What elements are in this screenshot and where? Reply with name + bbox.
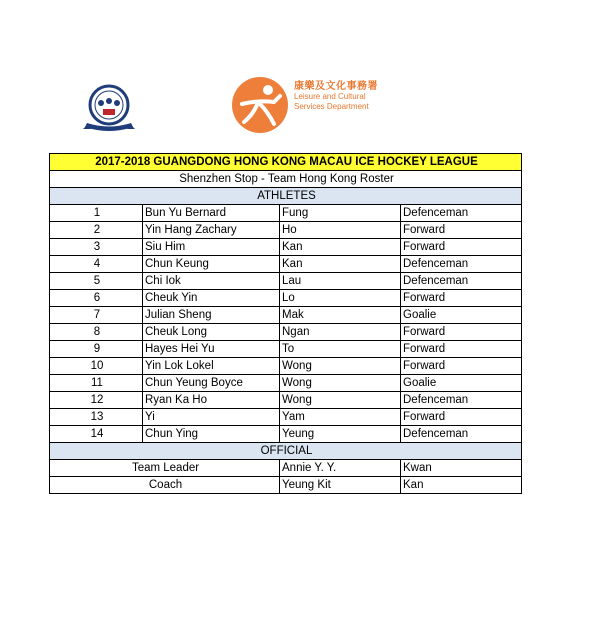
athlete-position: Goalie [401,375,522,392]
athlete-first-name: Chi Iok [143,273,280,290]
athlete-last-name: Wong [280,358,401,375]
table-row [50,324,522,341]
athlete-position: Forward [401,409,522,426]
table-row [50,409,522,426]
athlete-first-name: Chun Ying [143,426,280,443]
athlete-number: 13 [50,409,143,426]
table-row [50,460,522,477]
official-heading: OFFICIAL [50,443,522,460]
athlete-number: 10 [50,358,143,375]
department-name-cn: 康樂及文化事務署 [294,81,378,92]
athlete-first-name: Chun Yeung Boyce [143,375,280,392]
athlete-number: 9 [50,341,143,358]
roster-subtitle: Shenzhen Stop - Team Hong Kong Roster [50,171,522,188]
athlete-last-name: Yam [280,409,401,426]
athlete-number: 4 [50,256,143,273]
table-row [50,239,522,256]
athlete-first-name: Yin Lok Lokel [143,358,280,375]
athlete-number: 1 [50,205,143,222]
athlete-first-name: Chun Keung [143,256,280,273]
table-row [50,358,522,375]
athlete-number: 6 [50,290,143,307]
athlete-first-name: Yi [143,409,280,426]
subtitle-row [50,171,522,188]
athlete-first-name: Cheuk Yin [143,290,280,307]
athlete-position: Defenceman [401,426,522,443]
table-row [50,392,522,409]
athlete-number: 12 [50,392,143,409]
athlete-last-name: Ho [280,222,401,239]
athlete-first-name: Siu Him [143,239,280,256]
athlete-position: Forward [401,222,522,239]
table-row [50,426,522,443]
athlete-position: Forward [401,341,522,358]
athlete-last-name: Fung [280,205,401,222]
official-role: Coach [50,477,280,494]
table-row [50,256,522,273]
table-row [50,273,522,290]
official-last-name: Kwan [401,460,522,477]
athletes-heading-row [50,188,522,205]
athlete-first-name: Cheuk Long [143,324,280,341]
official-role: Team Leader [50,460,280,477]
athlete-last-name: To [280,341,401,358]
table-row [50,307,522,324]
athlete-last-name: Lo [280,290,401,307]
athlete-last-name: Wong [280,392,401,409]
athlete-last-name: Wong [280,375,401,392]
athlete-first-name: Ryan Ka Ho [143,392,280,409]
department-name-en-2: Services Department [294,102,369,111]
athlete-position: Defenceman [401,205,522,222]
athlete-number: 5 [50,273,143,290]
table-row [50,341,522,358]
athlete-first-name: Julian Sheng [143,307,280,324]
athlete-first-name: Hayes Hei Yu [143,341,280,358]
athlete-number: 2 [50,222,143,239]
official-first-name: Yeung Kit [280,477,401,494]
athlete-position: Forward [401,290,522,307]
athlete-last-name: Yeung [280,426,401,443]
athlete-position: Forward [401,239,522,256]
roster-table [49,153,522,494]
official-first-name: Annie Y. Y. [280,460,401,477]
table-row [50,375,522,392]
athlete-last-name: Kan [280,239,401,256]
department-name-en-1: Leisure and Cultural [294,92,366,101]
athlete-position: Defenceman [401,392,522,409]
table-row [50,477,522,494]
table-row [50,205,522,222]
athlete-last-name: Kan [280,256,401,273]
athlete-position: Goalie [401,307,522,324]
roster-title: 2017-2018 GUANGDONG HONG KONG MACAU ICE HOCKEY LEAGUE [50,154,522,171]
athlete-position: Forward [401,358,522,375]
official-heading-row [50,443,522,460]
athlete-position: Defenceman [401,273,522,290]
table-row [50,222,522,239]
athlete-number: 3 [50,239,143,256]
athlete-last-name: Lau [280,273,401,290]
athlete-number: 7 [50,307,143,324]
official-last-name: Kan [401,477,522,494]
athlete-first-name: Yin Hang Zachary [143,222,280,239]
athlete-position: Forward [401,324,522,341]
athlete-last-name: Mak [280,307,401,324]
athlete-number: 8 [50,324,143,341]
title-row [50,154,522,171]
athlete-number: 11 [50,375,143,392]
athletes-heading: ATHLETES [50,188,522,205]
hockey-association-logo [81,83,137,131]
athlete-position: Defenceman [401,256,522,273]
table-row [50,290,522,307]
athlete-last-name: Ngan [280,324,401,341]
athlete-number: 14 [50,426,143,443]
athlete-first-name: Bun Yu Bernard [143,205,280,222]
lcsd-logo [228,74,388,136]
